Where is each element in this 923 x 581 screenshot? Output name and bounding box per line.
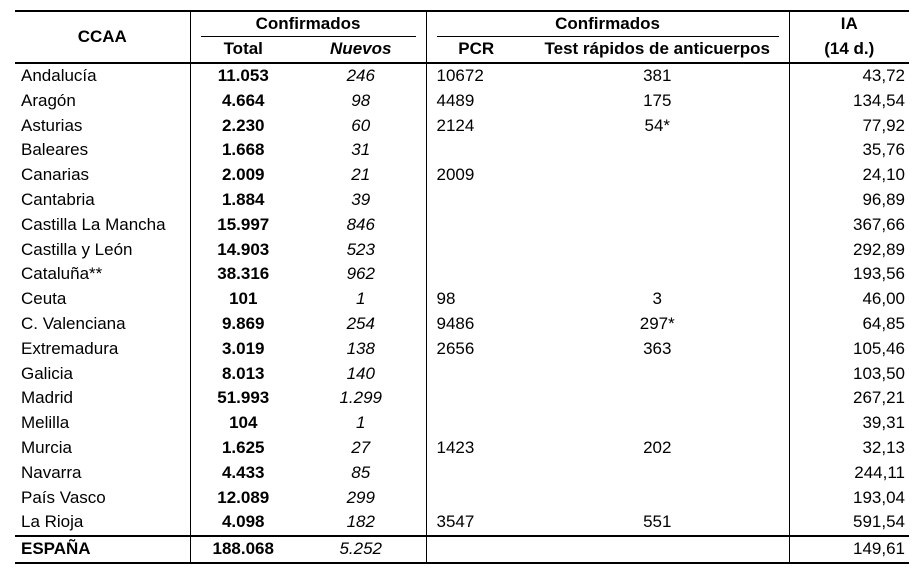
- cell-name: C. Valenciana: [21, 313, 126, 333]
- cell-pcr: 4489: [426, 88, 526, 113]
- cell-name: Murcia: [21, 437, 73, 457]
- cell-total: 2.230: [190, 113, 296, 138]
- cell-total: 51.993: [190, 386, 296, 411]
- table-row: [15, 361, 909, 386]
- cell-test: 551: [643, 512, 672, 532]
- cell-total: 12.089: [190, 485, 296, 510]
- cell-test: 54*: [644, 115, 671, 135]
- cell-total: 1.884: [190, 188, 296, 213]
- table-row: [15, 188, 909, 213]
- cell-name: Madrid: [21, 388, 73, 408]
- cell-test: 3: [652, 289, 662, 309]
- cell-nuevos: 962: [346, 264, 375, 284]
- ccaa-header: CCAA: [15, 11, 190, 63]
- cell-test: [526, 411, 789, 436]
- cell-pcr: [426, 485, 526, 510]
- cell-nuevos: 1: [356, 289, 366, 309]
- table-row: [15, 386, 909, 411]
- cell-ia: 193,04: [789, 485, 909, 510]
- cell-nuevos: 846: [346, 214, 375, 234]
- cell-name: Navarra: [21, 462, 82, 482]
- cell-nuevos: 182: [346, 512, 375, 532]
- cell-name: Extremadura: [21, 338, 119, 358]
- total-ia: 149,61: [789, 536, 909, 563]
- cell-nuevos: 299: [346, 487, 375, 507]
- confirmados-header-1: Confirmados: [190, 11, 426, 37]
- total-pcr: [426, 536, 526, 563]
- cell-test: [526, 138, 789, 163]
- cell-pcr: 1423: [426, 436, 526, 461]
- cell-name: Castilla La Mancha: [21, 214, 166, 234]
- table-row: [15, 287, 909, 312]
- cell-ia: 267,21: [789, 386, 909, 411]
- total-header: Total: [190, 37, 296, 63]
- cell-test: [526, 485, 789, 510]
- table-row: [15, 88, 909, 113]
- cell-name: Canarias: [21, 165, 90, 185]
- cell-pcr: [426, 361, 526, 386]
- cell-name: Cataluña**: [21, 264, 103, 284]
- total-test: [526, 536, 789, 563]
- cell-test: [526, 163, 789, 188]
- cell-pcr: 98: [426, 287, 526, 312]
- cell-pcr: [426, 138, 526, 163]
- cell-ia: 46,00: [789, 287, 909, 312]
- cell-name: Cantabria: [21, 189, 95, 209]
- cell-test: [526, 361, 789, 386]
- cell-ia: 244,11: [789, 460, 909, 485]
- cell-total: 9.869: [190, 312, 296, 337]
- cell-test: [526, 237, 789, 262]
- cell-nuevos: 85: [351, 462, 371, 482]
- total-row: [15, 536, 909, 563]
- cell-ia: 24,10: [789, 163, 909, 188]
- cell-ia: 292,89: [789, 237, 909, 262]
- table-row: [15, 460, 909, 485]
- cell-total: 4.433: [190, 460, 296, 485]
- cell-nuevos: 246: [346, 65, 375, 85]
- cell-test: [526, 386, 789, 411]
- cell-name: Andalucía: [21, 65, 97, 85]
- cell-ia: 64,85: [789, 312, 909, 337]
- cell-ia: 43,72: [789, 63, 909, 89]
- covid-cases-table: [15, 10, 909, 564]
- cell-total: 15.997: [190, 212, 296, 237]
- cell-total: 104: [190, 411, 296, 436]
- cell-total: 2.009: [190, 163, 296, 188]
- cell-name: País Vasco: [21, 487, 106, 507]
- table-row: [15, 63, 909, 89]
- cell-nuevos: 138: [346, 338, 375, 358]
- cell-test: [526, 262, 789, 287]
- cell-test: [526, 188, 789, 213]
- cell-test: 297*: [639, 313, 675, 333]
- cell-total: 38.316: [190, 262, 296, 287]
- cell-total: 8.013: [190, 361, 296, 386]
- cell-name: Castilla y León: [21, 239, 133, 259]
- cell-ia: 35,76: [789, 138, 909, 163]
- cell-pcr: [426, 237, 526, 262]
- cell-ia: 96,89: [789, 188, 909, 213]
- cell-nuevos: 60: [351, 115, 371, 135]
- cell-nuevos: 140: [346, 363, 375, 383]
- cell-total: 3.019: [190, 336, 296, 361]
- ia-period-header: (14 d.): [789, 37, 909, 63]
- cell-nuevos: 31: [351, 140, 371, 160]
- table-row: [15, 336, 909, 361]
- cell-ia: 32,13: [789, 436, 909, 461]
- cell-test: [526, 460, 789, 485]
- nuevos-header: Nuevos: [296, 37, 426, 63]
- table-row: [15, 113, 909, 138]
- cell-pcr: 2656: [426, 336, 526, 361]
- cell-total: 1.625: [190, 436, 296, 461]
- cell-nuevos: 1: [356, 413, 366, 433]
- cell-ia: 105,46: [789, 336, 909, 361]
- total-total: 188.068: [190, 536, 296, 563]
- cell-total: 4.664: [190, 88, 296, 113]
- cell-pcr: 3547: [426, 510, 526, 536]
- cell-name: Baleares: [21, 140, 89, 160]
- table-row: [15, 138, 909, 163]
- cell-nuevos: 39: [351, 189, 371, 209]
- cell-total: 14.903: [190, 237, 296, 262]
- cell-ia: 134,54: [789, 88, 909, 113]
- table-row: [15, 485, 909, 510]
- table-row: [15, 212, 909, 237]
- cell-total: 101: [190, 287, 296, 312]
- cell-name: Asturias: [21, 115, 83, 135]
- cell-pcr: 10672: [426, 63, 526, 89]
- table-row: [15, 411, 909, 436]
- confirmados-header-2: Confirmados: [426, 11, 789, 37]
- table-row: [15, 510, 909, 536]
- cell-pcr: [426, 262, 526, 287]
- table-row: [15, 237, 909, 262]
- table-row: [15, 312, 909, 337]
- cell-pcr: [426, 411, 526, 436]
- cell-pcr: 2009: [426, 163, 526, 188]
- cell-ia: 39,31: [789, 411, 909, 436]
- cell-nuevos: 21: [351, 165, 371, 185]
- cell-ia: 367,66: [789, 212, 909, 237]
- cell-name: La Rioja: [21, 512, 84, 532]
- table-body: [15, 63, 909, 536]
- cell-pcr: [426, 386, 526, 411]
- total-name: ESPAÑA: [15, 536, 190, 563]
- cell-test: 363: [643, 338, 672, 358]
- table-row: [15, 163, 909, 188]
- cell-name: Ceuta: [21, 289, 67, 309]
- cell-nuevos: 1.299: [339, 388, 383, 408]
- cell-test: 175: [643, 90, 672, 110]
- cell-pcr: [426, 212, 526, 237]
- cell-pcr: [426, 460, 526, 485]
- cell-ia: 77,92: [789, 113, 909, 138]
- table-row: [15, 436, 909, 461]
- cell-total: 4.098: [190, 510, 296, 536]
- cell-total: 1.668: [190, 138, 296, 163]
- pcr-header: PCR: [426, 37, 526, 63]
- cell-name: Aragón: [21, 90, 76, 110]
- cell-test: 381: [643, 65, 672, 85]
- cell-ia: 193,56: [789, 262, 909, 287]
- cell-ia: 591,54: [789, 510, 909, 536]
- cell-nuevos: 27: [351, 437, 371, 457]
- cell-pcr: 2124: [426, 113, 526, 138]
- test-header: Test rápidos de anticuerpos: [526, 37, 789, 63]
- cell-name: Melilla: [21, 413, 70, 433]
- cell-nuevos: 98: [351, 90, 371, 110]
- cell-total: 11.053: [190, 63, 296, 89]
- ia-header: IA: [789, 11, 909, 37]
- cell-pcr: 9486: [426, 312, 526, 337]
- cell-test: 202: [643, 437, 672, 457]
- cell-nuevos: 523: [346, 239, 375, 259]
- cell-ia: 103,50: [789, 361, 909, 386]
- cell-nuevos: 254: [346, 313, 375, 333]
- cell-test: [526, 212, 789, 237]
- cell-name: Galicia: [21, 363, 73, 383]
- cell-pcr: [426, 188, 526, 213]
- total-nuevos: 5.252: [296, 536, 426, 563]
- table-row: [15, 262, 909, 287]
